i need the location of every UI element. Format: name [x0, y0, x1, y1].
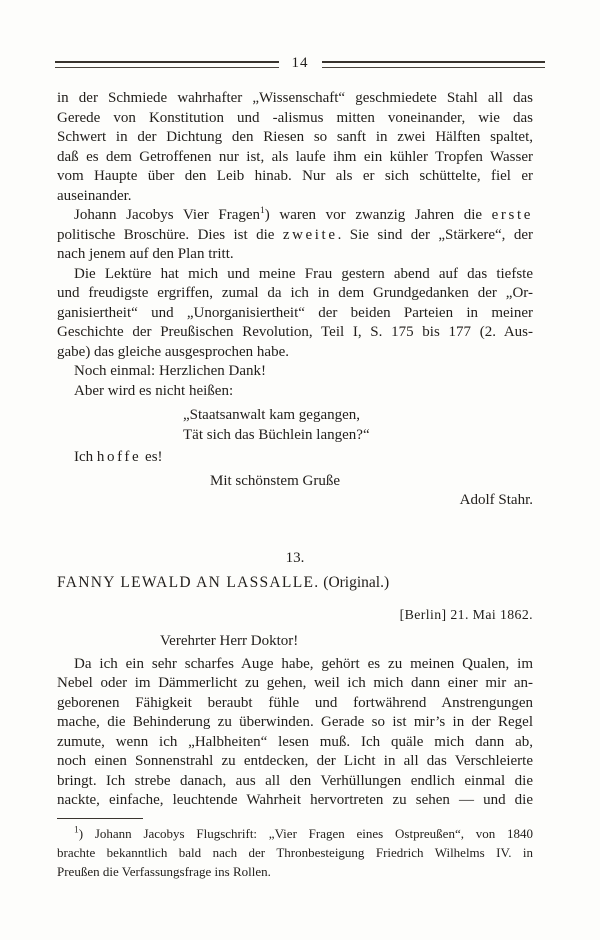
- stahr-paragraph-2: [57, 206, 533, 265]
- footnote-rule: [57, 818, 143, 819]
- text-line: Da ich ein sehr scharfes Auge habe, gehört es zu meinen Qualen, im: [74, 655, 533, 672]
- text-line: Johann Jacobys Vier Fragen$^1$) waren vor zwanzig Jahren die erste: [74, 206, 533, 223]
- text-line: Nebel oder im Dämmerlicht zu gehen, weil ich mich dann einer mir an-: [57, 675, 533, 691]
- section-heading: [57, 573, 533, 593]
- text-line: nackte, einfache, leuchtende Wahrheit hervortreten zu sehen — und die: [57, 792, 533, 808]
- header-rule-left: [55, 61, 279, 68]
- running-head: [55, 56, 545, 72]
- page-number: 14: [291, 55, 309, 71]
- closing-line: Mit schönstem Gruße: [210, 472, 340, 489]
- text-line: Gerede von Konstitution und -alismus mitten voneinander, wie das: [57, 109, 533, 126]
- text-line: geborenen Fähigkeit beraubt fühle und fortwährend Anstrengungen: [57, 694, 533, 711]
- text-line: ganisiertheit“ und „Unorganisiertheit“ der beiden Parteien in meiner: [57, 304, 533, 321]
- text-column: [57, 89, 533, 881]
- text-line: daß es dem Getroffenen nur ist, als laufe ihm ein kühler Tropfen Wasser: [57, 148, 533, 165]
- text-line: noch einen Sonnenstrahl zu entdecken, der Licht in all das Verschleierte: [57, 753, 533, 769]
- section-number: 13.: [285, 549, 305, 566]
- thanks-line: Noch einmal: Herzlichen Dank!: [74, 363, 267, 379]
- text-line: brachte bekanntlich bald nach der Thronbesteigung Friedrich Wilhelms IV. in: [57, 844, 533, 860]
- text-line: Preußen die Verfassungsfrage ins Rollen.: [57, 863, 271, 879]
- text-line: zumute, wenn ich „Halbheiten“ lesen muß. Ich quäle mich dann ab,: [57, 733, 533, 750]
- text-line: Schwert in der Dichtung den Riesen so sanft in zwei Hälften spaltet,: [57, 129, 533, 145]
- text-line: und freudigste ergriffen, zumal da ich in dem Grundgedanken der „Or-: [57, 285, 533, 301]
- salutation: Verehrter Herr Doktor!: [160, 633, 299, 649]
- text-line: Die Lektüre hat mich und meine Frau gestern abend auf das tiefste: [74, 265, 533, 282]
- header-rule-right: [322, 61, 546, 68]
- section-heading-suffix: (Original.): [319, 574, 390, 591]
- verse-quote: [183, 406, 533, 445]
- lewald-paragraph-1: [57, 655, 533, 811]
- text-line: auseinander.: [57, 187, 132, 204]
- text-line: gabe) das gleiche ausgesprochen habe.: [57, 343, 289, 360]
- footnote: [57, 824, 533, 881]
- question-line: Aber wird es nicht heißen:: [74, 382, 234, 399]
- text-line: politische Broschüre. Dies ist die zweite. Sie sind der „Stärkere“, der: [57, 226, 533, 243]
- text-line: nach jenem auf den Plan tritt.: [57, 246, 234, 262]
- text-line: Tät sich das Büchlein langen?“: [183, 426, 370, 443]
- stahr-paragraph-1: [57, 89, 533, 206]
- section-heading-caps: FANNY LEWALD AN LASSALLE.: [57, 574, 320, 591]
- text-line: $^1$) Johann Jacobys Flugschrift: „Vier Fragen eines Ostpreußen“, von 1840: [74, 825, 533, 841]
- hope-line: Ich hoffe es!: [74, 449, 163, 465]
- dateline: [Berlin] 21. Mai 1862.: [399, 606, 533, 622]
- text-line: mache, die Behinderung zu überwinden. Gerade so ist mir’s in der Regel: [57, 714, 533, 730]
- signature: Adolf Stahr.: [459, 492, 533, 508]
- text-line: „Staatsanwalt kam gegangen,: [183, 407, 361, 423]
- text-line: Geschichte der Preußischen Revolution, Teil I, S. 175 bis 177 (2. Aus-: [57, 324, 533, 340]
- text-line: bringt. Ich strebe danach, aus all den Verhüllungen endlich einmal die: [57, 772, 533, 789]
- text-line: in der Schmiede wahrhafter „Wissenschaft“ geschmiedete Stahl all das: [57, 90, 533, 106]
- stahr-paragraph-3: [57, 265, 533, 363]
- letter-13-section: [57, 549, 533, 811]
- text-line: vom Haupte über den Leib hinab. Nur als er sich schüttelte, fiel er: [57, 168, 533, 184]
